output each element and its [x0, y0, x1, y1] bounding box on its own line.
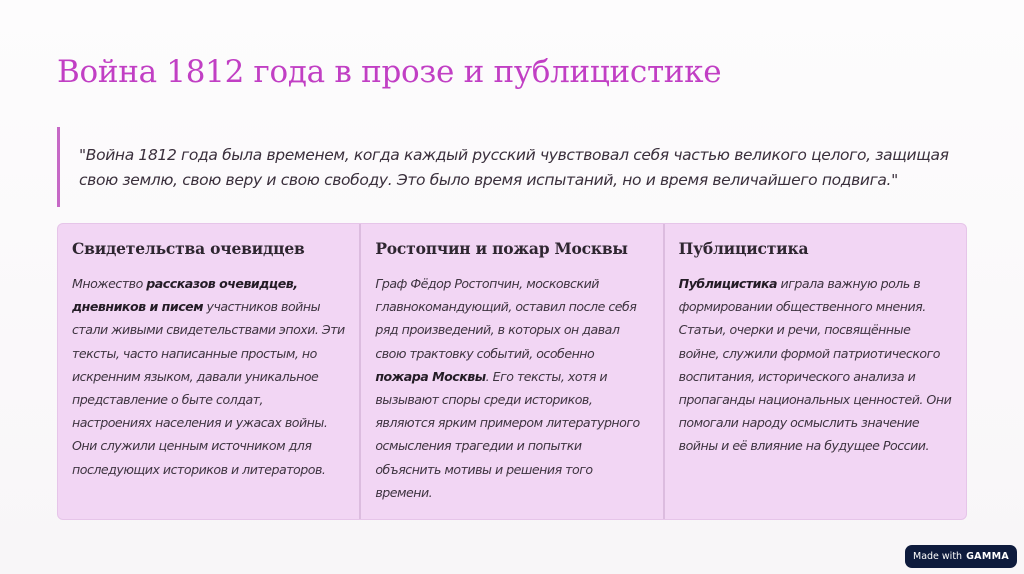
- card-title: Свидетельства очевидцев: [72, 239, 305, 258]
- card-text-run: Множество: [72, 276, 147, 291]
- card-journalism: [663, 224, 966, 519]
- card-rostopchin: [359, 224, 662, 519]
- card-text-run: участников войны стали живыми свидетельствами эпохи. Эти тексты, часто написанные простым, но искренним языком, давали уникальное представление о быте солдат, настроениях населения и ужасах войны. Они служили ценным источником для последующих историков и литераторов.: [72, 299, 345, 477]
- card-text-run: Граф Фёдор Ростопчин, московский главнокомандующий, оставил после себя ряд произведений, в которых он давал свою трактовку событий, особенно: [375, 276, 637, 361]
- card-body: [72, 272, 345, 481]
- quote-text: "Война 1812 года была временем, когда каждый русский чувствовал себя частью великого целого, защищая свою землю, свою веру и свою свободу. Это было время испытаний, но и время величайшего подвига.": [79, 146, 949, 189]
- card-title: Публицистика: [678, 239, 809, 258]
- badge-prefix: Made with: [913, 551, 963, 562]
- card-body: [375, 272, 648, 504]
- card-text-run: . Его тексты, хотя и вызывают споры среди историков, являются ярким примером литературного осмысления трагедии и попытки объяснить мотивы и решения того времени.: [375, 368, 640, 500]
- gamma-logo: GAMMA: [966, 551, 1009, 562]
- made-with-gamma-badge[interactable]: [905, 545, 1017, 568]
- quote-accent-bar: [57, 127, 60, 207]
- card-text-emphasis: пожара Москвы: [375, 368, 486, 384]
- card-eyewitness: [58, 224, 359, 519]
- card-body: [679, 272, 952, 458]
- card-title: Ростопчин и пожар Москвы: [375, 239, 628, 258]
- card-text-emphasis: рассказов очевидцев, дневников и писем: [72, 276, 298, 315]
- card-text-emphasis: Публицистика: [678, 276, 778, 291]
- slide-title: Война 1812 года в прозе и публицистике: [57, 54, 722, 90]
- card-text-run: играла важную роль в формировании общественного мнения. Статьи, очерки и речи, посвящённые войне, служили формой патриотического воспитания, исторического анализа и пропаганды национальных ценностей. Они помогали народу осмыслить значение войны и её влияние на будущее России.: [678, 276, 952, 454]
- cards-panel: [57, 223, 967, 520]
